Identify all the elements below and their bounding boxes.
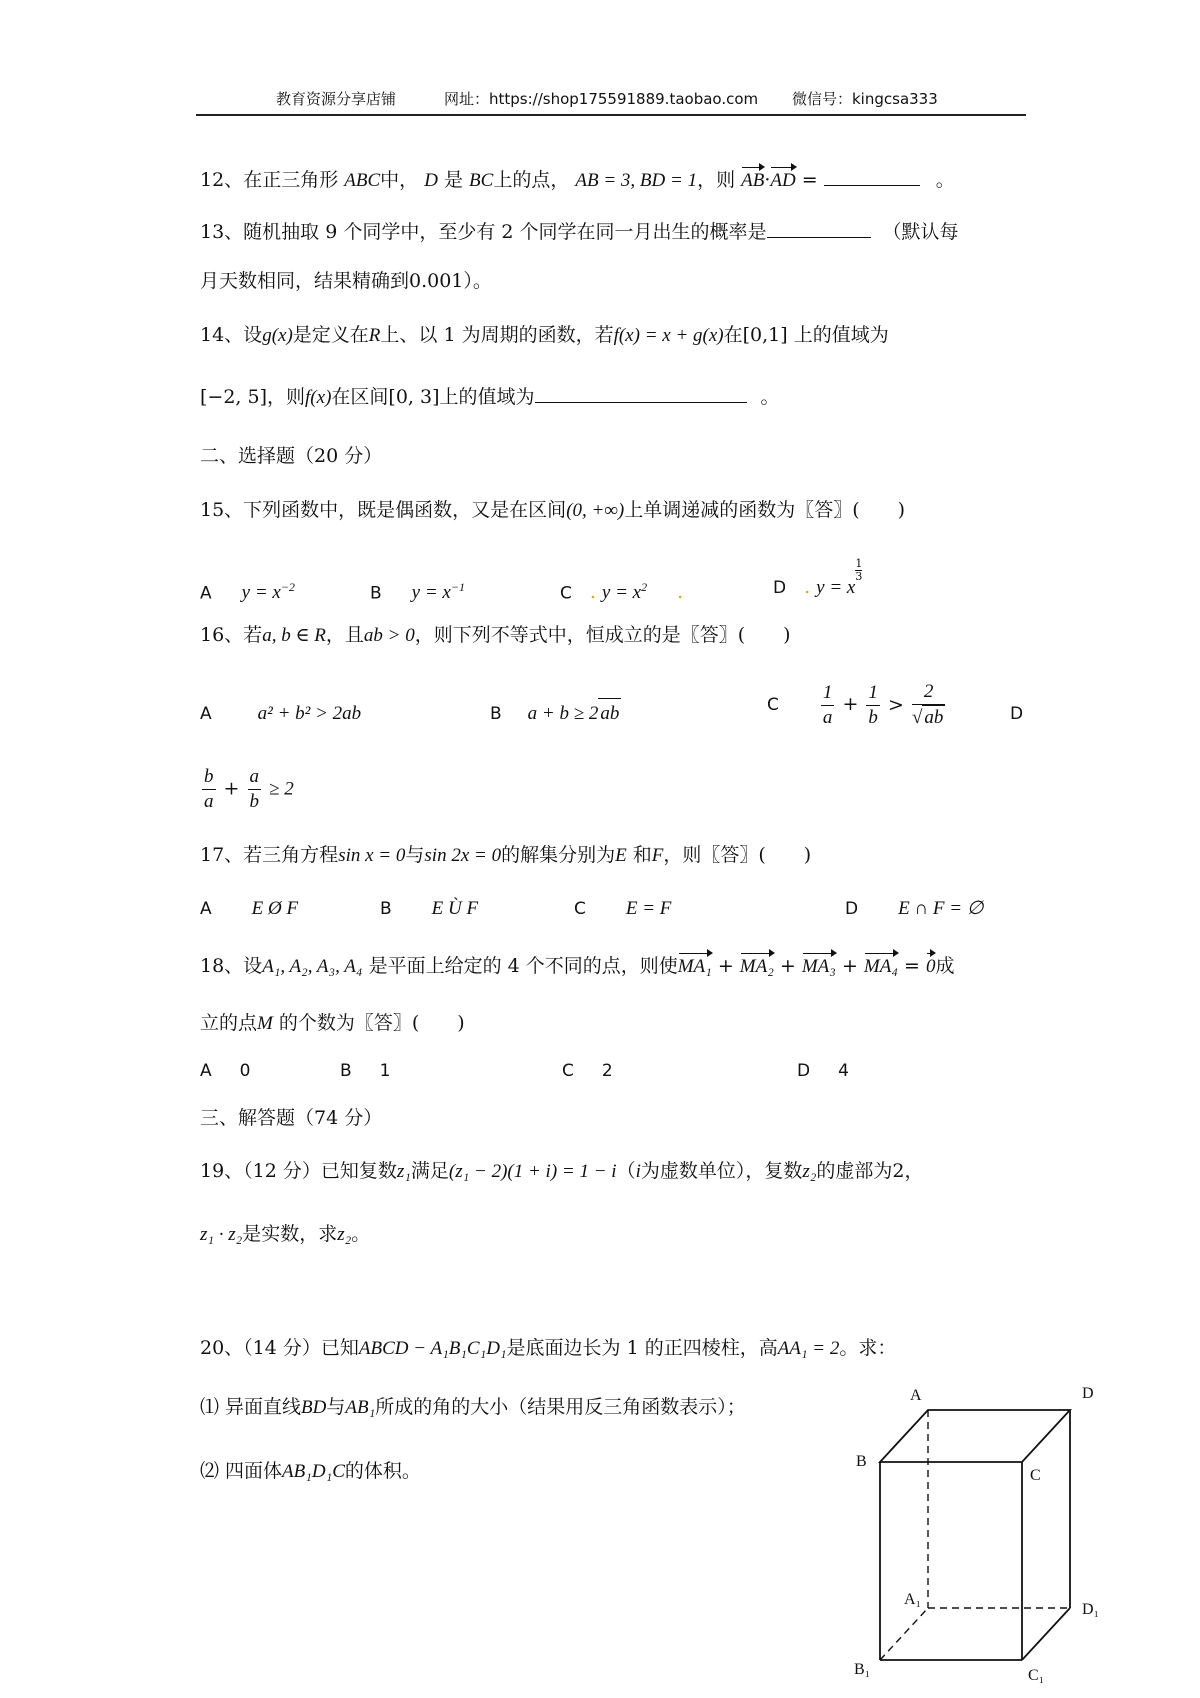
question-13: 13、随机抽取 9 个同学中，至少有 2 个同学在同一月出生的概率是 （默认每 <box>200 221 959 243</box>
q15-option-c[interactable]: C . $y = x^2$ . <box>560 580 684 604</box>
vertex-c1: C₁ <box>1028 1667 1045 1684</box>
vertex-a: A <box>910 1387 922 1404</box>
header-url: 网址：https://shop175591889.taobao.com <box>444 90 759 108</box>
question-18: 18、设A₁, A₂, A₃, A₄ 是平面上给定的 4 个不同的点，则使MA₁ + MA₂ + MA₃ + MA₄ = 0成 <box>200 951 955 982</box>
q16-option-c[interactable]: C $\frac{1}{a}$ + $\frac{1}{b}$ > $\frac{2}{√ ab}$ <box>767 681 944 728</box>
vector-ab: AB <box>741 166 764 196</box>
q16-option-a[interactable]: A a² + b² > 2ab <box>200 703 362 724</box>
q15-option-d[interactable]: D . y = x $\frac{1}{3}$ <box>773 557 863 598</box>
q17-option-a[interactable]: A E Ø F <box>200 898 299 919</box>
q17-option-c[interactable]: C E = F <box>574 898 672 919</box>
q16-option-b[interactable]: B a + b ≥ 2 ab <box>490 698 621 729</box>
vertex-d1: D₁ <box>1082 1601 1100 1618</box>
q15-option-a[interactable]: A $y = x^{-2}$ <box>200 580 295 604</box>
q16-option-d-label[interactable]: D <box>1010 704 1024 724</box>
section-2-title: 二、选择题（20 分） <box>200 445 383 467</box>
question-15: 15、下列函数中，既是偶函数，又是在区间(0, +∞)上单调递减的函数为〖答〗( ) <box>200 499 906 521</box>
question-14: 14、设g(x)是定义在R上、以 1 为周期的函数，若f(x) = x + g(x)在[0,1] 上的值域为 <box>200 324 889 346</box>
answer-blank-13[interactable] <box>767 219 871 238</box>
q18-option-b[interactable]: B 1 <box>340 1061 391 1081</box>
question-17: 17、若三角方程sin x = 0与sin 2x = 0的解集分别为E 和F，则〖答〗( ) <box>200 844 812 866</box>
q16-option-d[interactable]: $\frac{b}{a}$ + $\frac{a}{b}$ ≥ 2 <box>204 766 294 812</box>
question-19-line2: z₁ · z₂是实数，求z₂。 <box>200 1223 371 1245</box>
prism-figure <box>850 1370 1120 1690</box>
q18-option-c[interactable]: C 2 <box>562 1061 613 1081</box>
q17-option-d[interactable]: D E ∩ F = ∅ <box>845 898 984 919</box>
question-20: 20、（14 分）已知ABCD − A₁B₁C₁D₁是底面边长为 1 的正四棱柱，高AA₁ = 2。求： <box>200 1337 897 1359</box>
prism-top-face <box>880 1410 1070 1462</box>
q18-option-d[interactable]: D 4 <box>797 1061 849 1081</box>
q18-option-a[interactable]: A 0 <box>200 1061 251 1081</box>
question-19: 19、（12 分）已知复数z₁满足(z₁ − 2)(1 + i) = 1 − i（i为虚数单位），复数z₂的虚部为2， <box>200 1160 924 1182</box>
question-14-line2: [−2, 5]，则f(x)在区间[0, 3]上的值域为 。 <box>200 386 780 408</box>
vertex-d: D <box>1082 1385 1094 1402</box>
question-20-part1: ⑴ 异面直线BD与AB₁所成的角的大小（结果用反三角函数表示）； <box>200 1396 746 1418</box>
vertex-a1: A₁ <box>904 1591 922 1608</box>
answer-blank-12[interactable] <box>824 167 920 186</box>
header-shop: 教育资源分享店铺 <box>276 90 397 108</box>
q15-option-b[interactable]: B $y = x^{-1}$ <box>370 580 465 604</box>
header-wechat: 微信号：kingcsa333 <box>792 90 938 108</box>
vertex-c: C <box>1030 1467 1041 1484</box>
question-18-line2: 立的点M 的个数为〖答〗( ) <box>200 1012 465 1034</box>
edge-c1d1 <box>1022 1608 1070 1660</box>
edge-b1a1-hidden <box>880 1608 928 1660</box>
answer-blank-14[interactable] <box>535 384 747 403</box>
question-20-part2: ⑵ 四面体AB₁D₁C的体积。 <box>200 1460 421 1482</box>
question-16: 16、若a, b ∈ R，且ab > 0，则下列不等式中，恒成立的是〖答〗( ) <box>200 624 791 646</box>
vertex-b1: B₁ <box>854 1661 871 1678</box>
question-12: 12、在正三角形 ABC中， D 是 BC上的点， AB = 3, BD = 1，则 AB·AD = 。 <box>200 165 955 196</box>
vector-ad: AD <box>770 166 795 196</box>
section-3-title: 三、解答题（74 分） <box>200 1107 383 1129</box>
page-header <box>196 80 1026 116</box>
vertex-b: B <box>856 1453 867 1470</box>
q17-option-b[interactable]: B E Ù F <box>380 898 479 919</box>
question-13-line2: 月天数相同，结果精确到0.001）。 <box>200 270 492 292</box>
